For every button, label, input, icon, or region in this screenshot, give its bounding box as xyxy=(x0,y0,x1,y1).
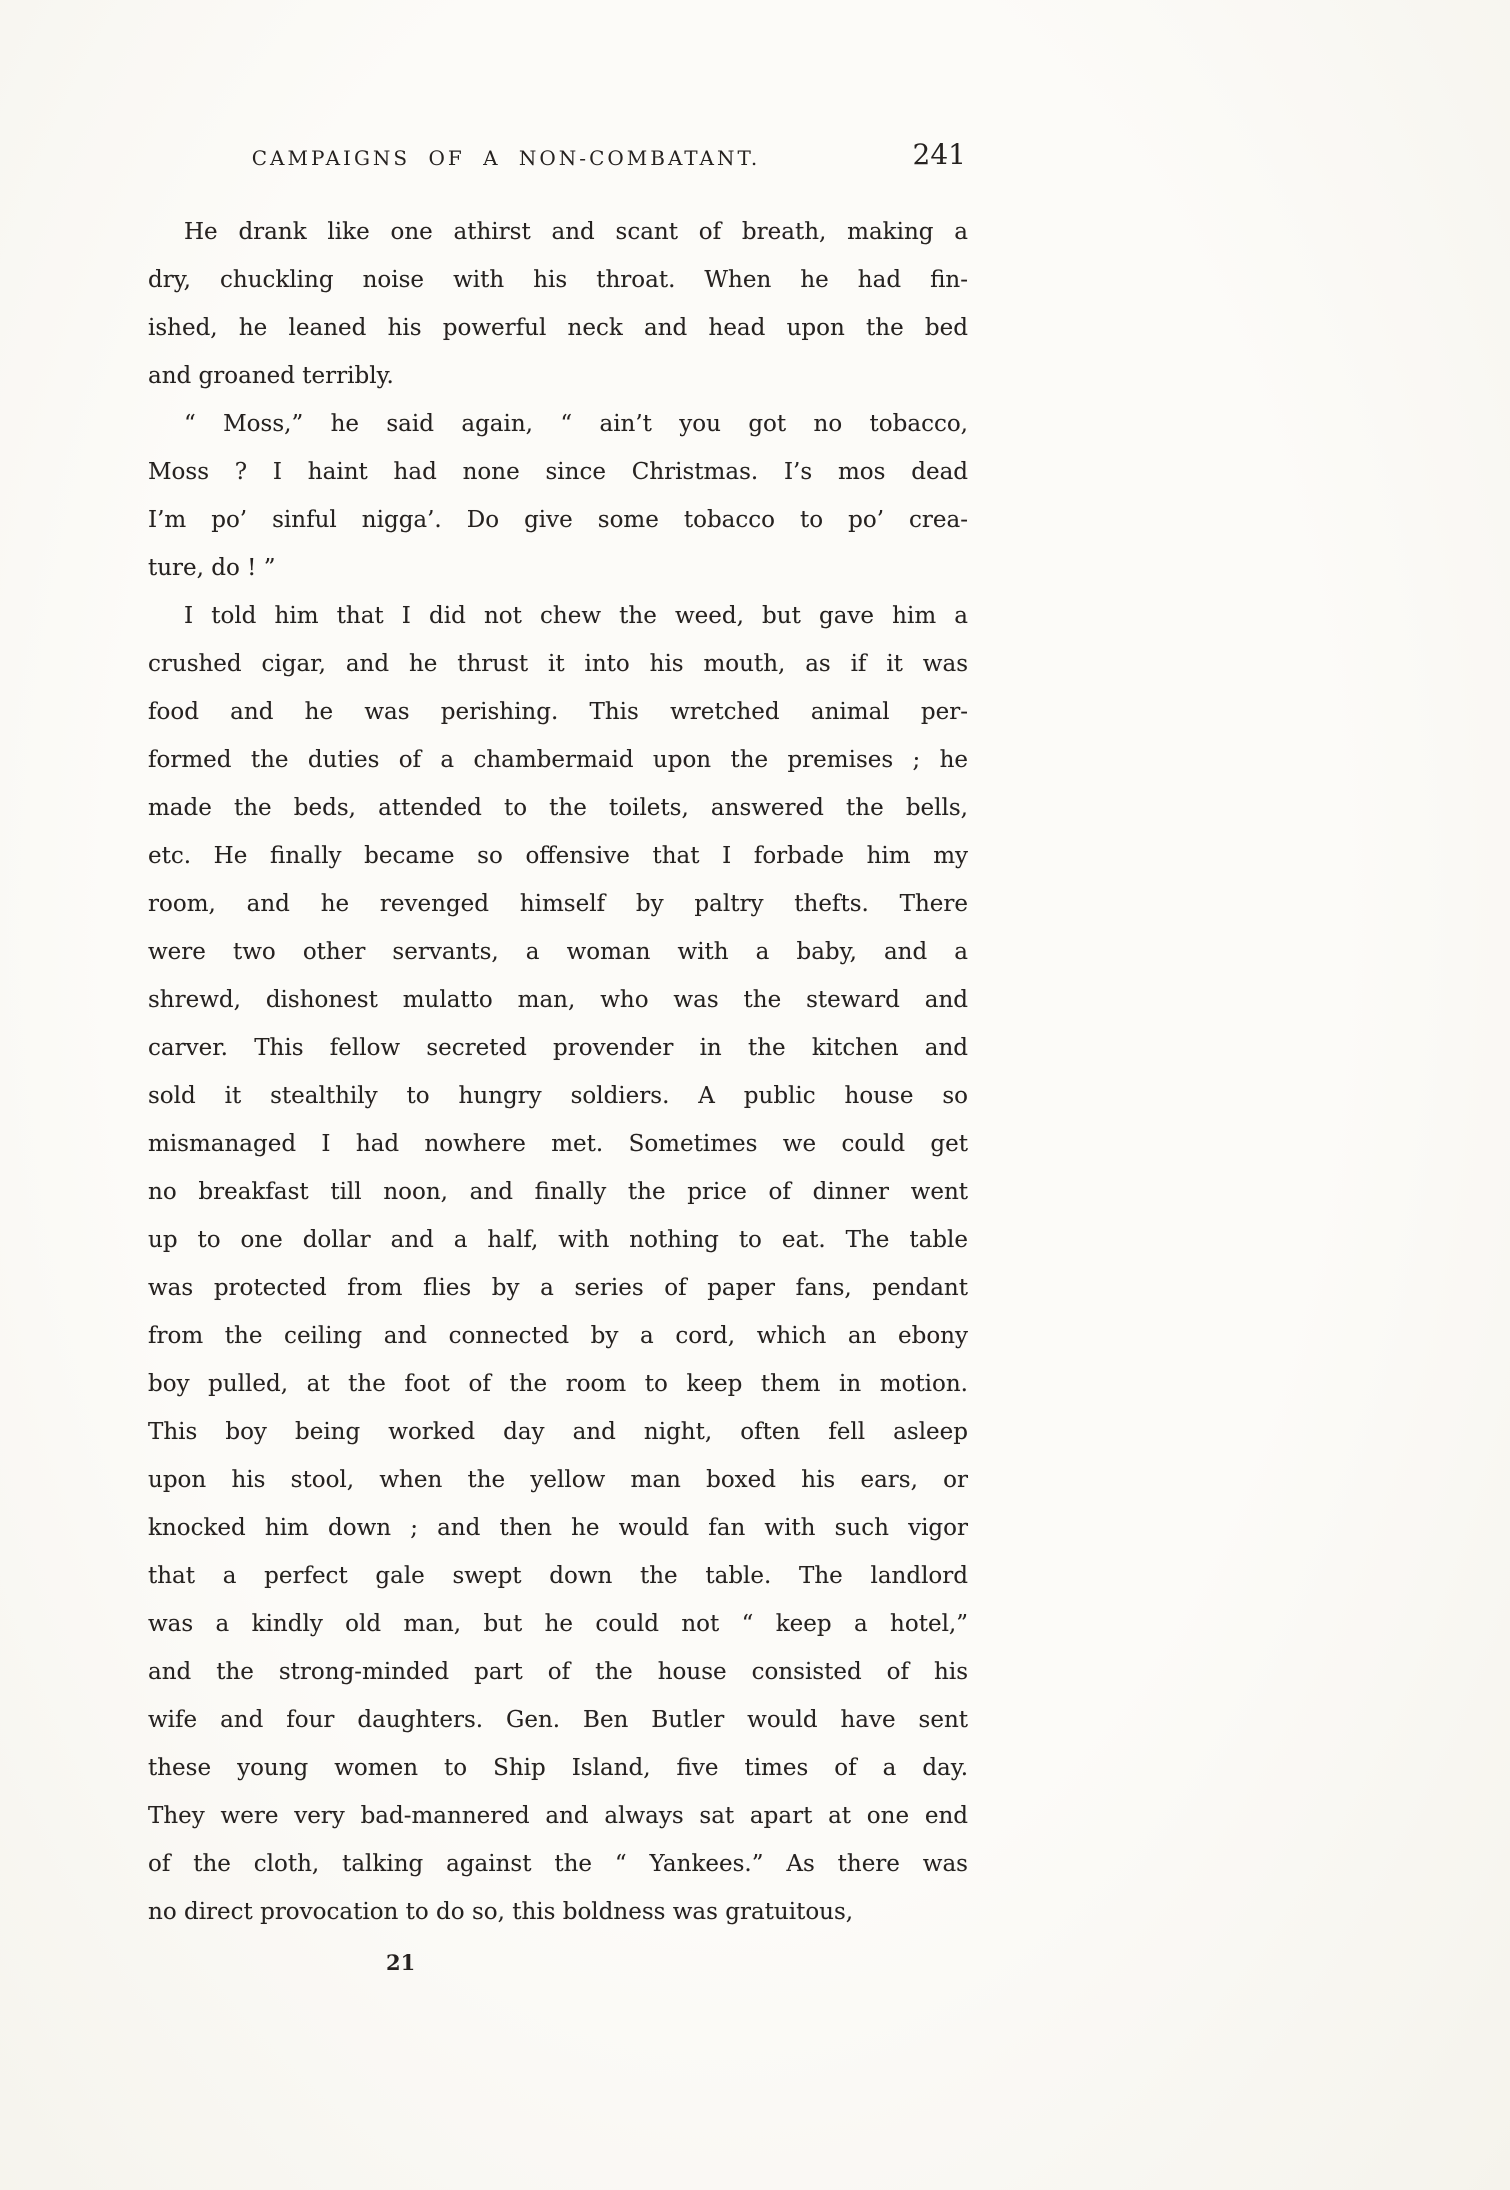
text-line: dry, chuckling noise with his throat. When he had fin- xyxy=(148,267,968,293)
text-line: formed the duties of a chambermaid upon the premises ; he xyxy=(148,747,968,773)
running-title: CAMPAIGNS OF A NON-COMBATANT. xyxy=(251,146,761,170)
text-line: that a perfect gale swept down the table. The landlord xyxy=(148,1563,968,1589)
text-line: ished, he leaned his powerful neck and head upon the bed xyxy=(148,315,968,341)
page-number: 241 xyxy=(912,138,966,171)
body-text xyxy=(148,208,968,1936)
text-line: sold it stealthily to hungry soldiers. A public house so xyxy=(148,1083,968,1109)
text-line: up to one dollar and a half, with nothing to eat. The table xyxy=(148,1227,968,1253)
text-line: ture, do ! ” xyxy=(148,555,276,581)
text-line: was a kindly old man, but he could not “ keep a hotel,” xyxy=(148,1611,968,1637)
text-line: carver. This fellow secreted provender in the kitchen and xyxy=(148,1035,968,1061)
text-line: This boy being worked day and night, often fell asleep xyxy=(148,1419,968,1445)
text-line: no breakfast till noon, and finally the price of dinner went xyxy=(148,1179,968,1205)
text-line: He drank like one athirst and scant of breath, making a xyxy=(184,219,968,245)
text-line: were two other servants, a woman with a baby, and a xyxy=(148,939,968,965)
text-line: mismanaged I had nowhere met. Sometimes we could get xyxy=(148,1131,968,1157)
text-line: room, and he revenged himself by paltry thefts. There xyxy=(148,891,968,917)
text-line: I’m po’ sinful nigga’. Do give some tobacco to po’ crea- xyxy=(148,507,968,533)
text-line: of the cloth, talking against the “ Yankees.” As there was xyxy=(148,1851,968,1877)
text-line: “ Moss,” he said again, “ ain’t you got no tobacco, xyxy=(184,411,968,437)
signature-mark: 21 xyxy=(386,1950,416,1975)
text-line: crushed cigar, and he thrust it into his mouth, as if it was xyxy=(148,651,968,677)
text-line: no direct provocation to do so, this boldness was gratuitous, xyxy=(148,1899,854,1925)
text-line: etc. He finally became so offensive that I forbade him my xyxy=(148,843,968,869)
text-line: boy pulled, at the foot of the room to keep them in motion. xyxy=(148,1371,968,1397)
text-line: I told him that I did not chew the weed, but gave him a xyxy=(184,603,968,629)
text-line: shrewd, dishonest mulatto man, who was the steward and xyxy=(148,987,968,1013)
text-line: and the strong-minded part of the house consisted of his xyxy=(148,1659,968,1685)
text-line: food and he was perishing. This wretched animal per- xyxy=(148,699,968,725)
text-line: from the ceiling and connected by a cord, which an ebony xyxy=(148,1323,968,1349)
text-line: made the beds, attended to the toilets, answered the bells, xyxy=(148,795,968,821)
text-line: knocked him down ; and then he would fan with such vigor xyxy=(148,1515,968,1541)
text-line: upon his stool, when the yellow man boxed his ears, or xyxy=(148,1467,968,1493)
text-line: Moss ? I haint had none since Christmas. I’s mos dead xyxy=(148,459,968,485)
running-head xyxy=(148,140,968,176)
text-line: and groaned terribly. xyxy=(148,363,394,389)
text-line: these young women to Ship Island, five times of a day. xyxy=(148,1755,968,1781)
text-line: wife and four daughters. Gen. Ben Butler would have sent xyxy=(148,1707,968,1733)
text-column xyxy=(148,140,968,1975)
text-line: was protected from flies by a series of paper fans, pendant xyxy=(148,1275,968,1301)
text-line: They were very bad-mannered and always sat apart at one end xyxy=(148,1803,968,1829)
